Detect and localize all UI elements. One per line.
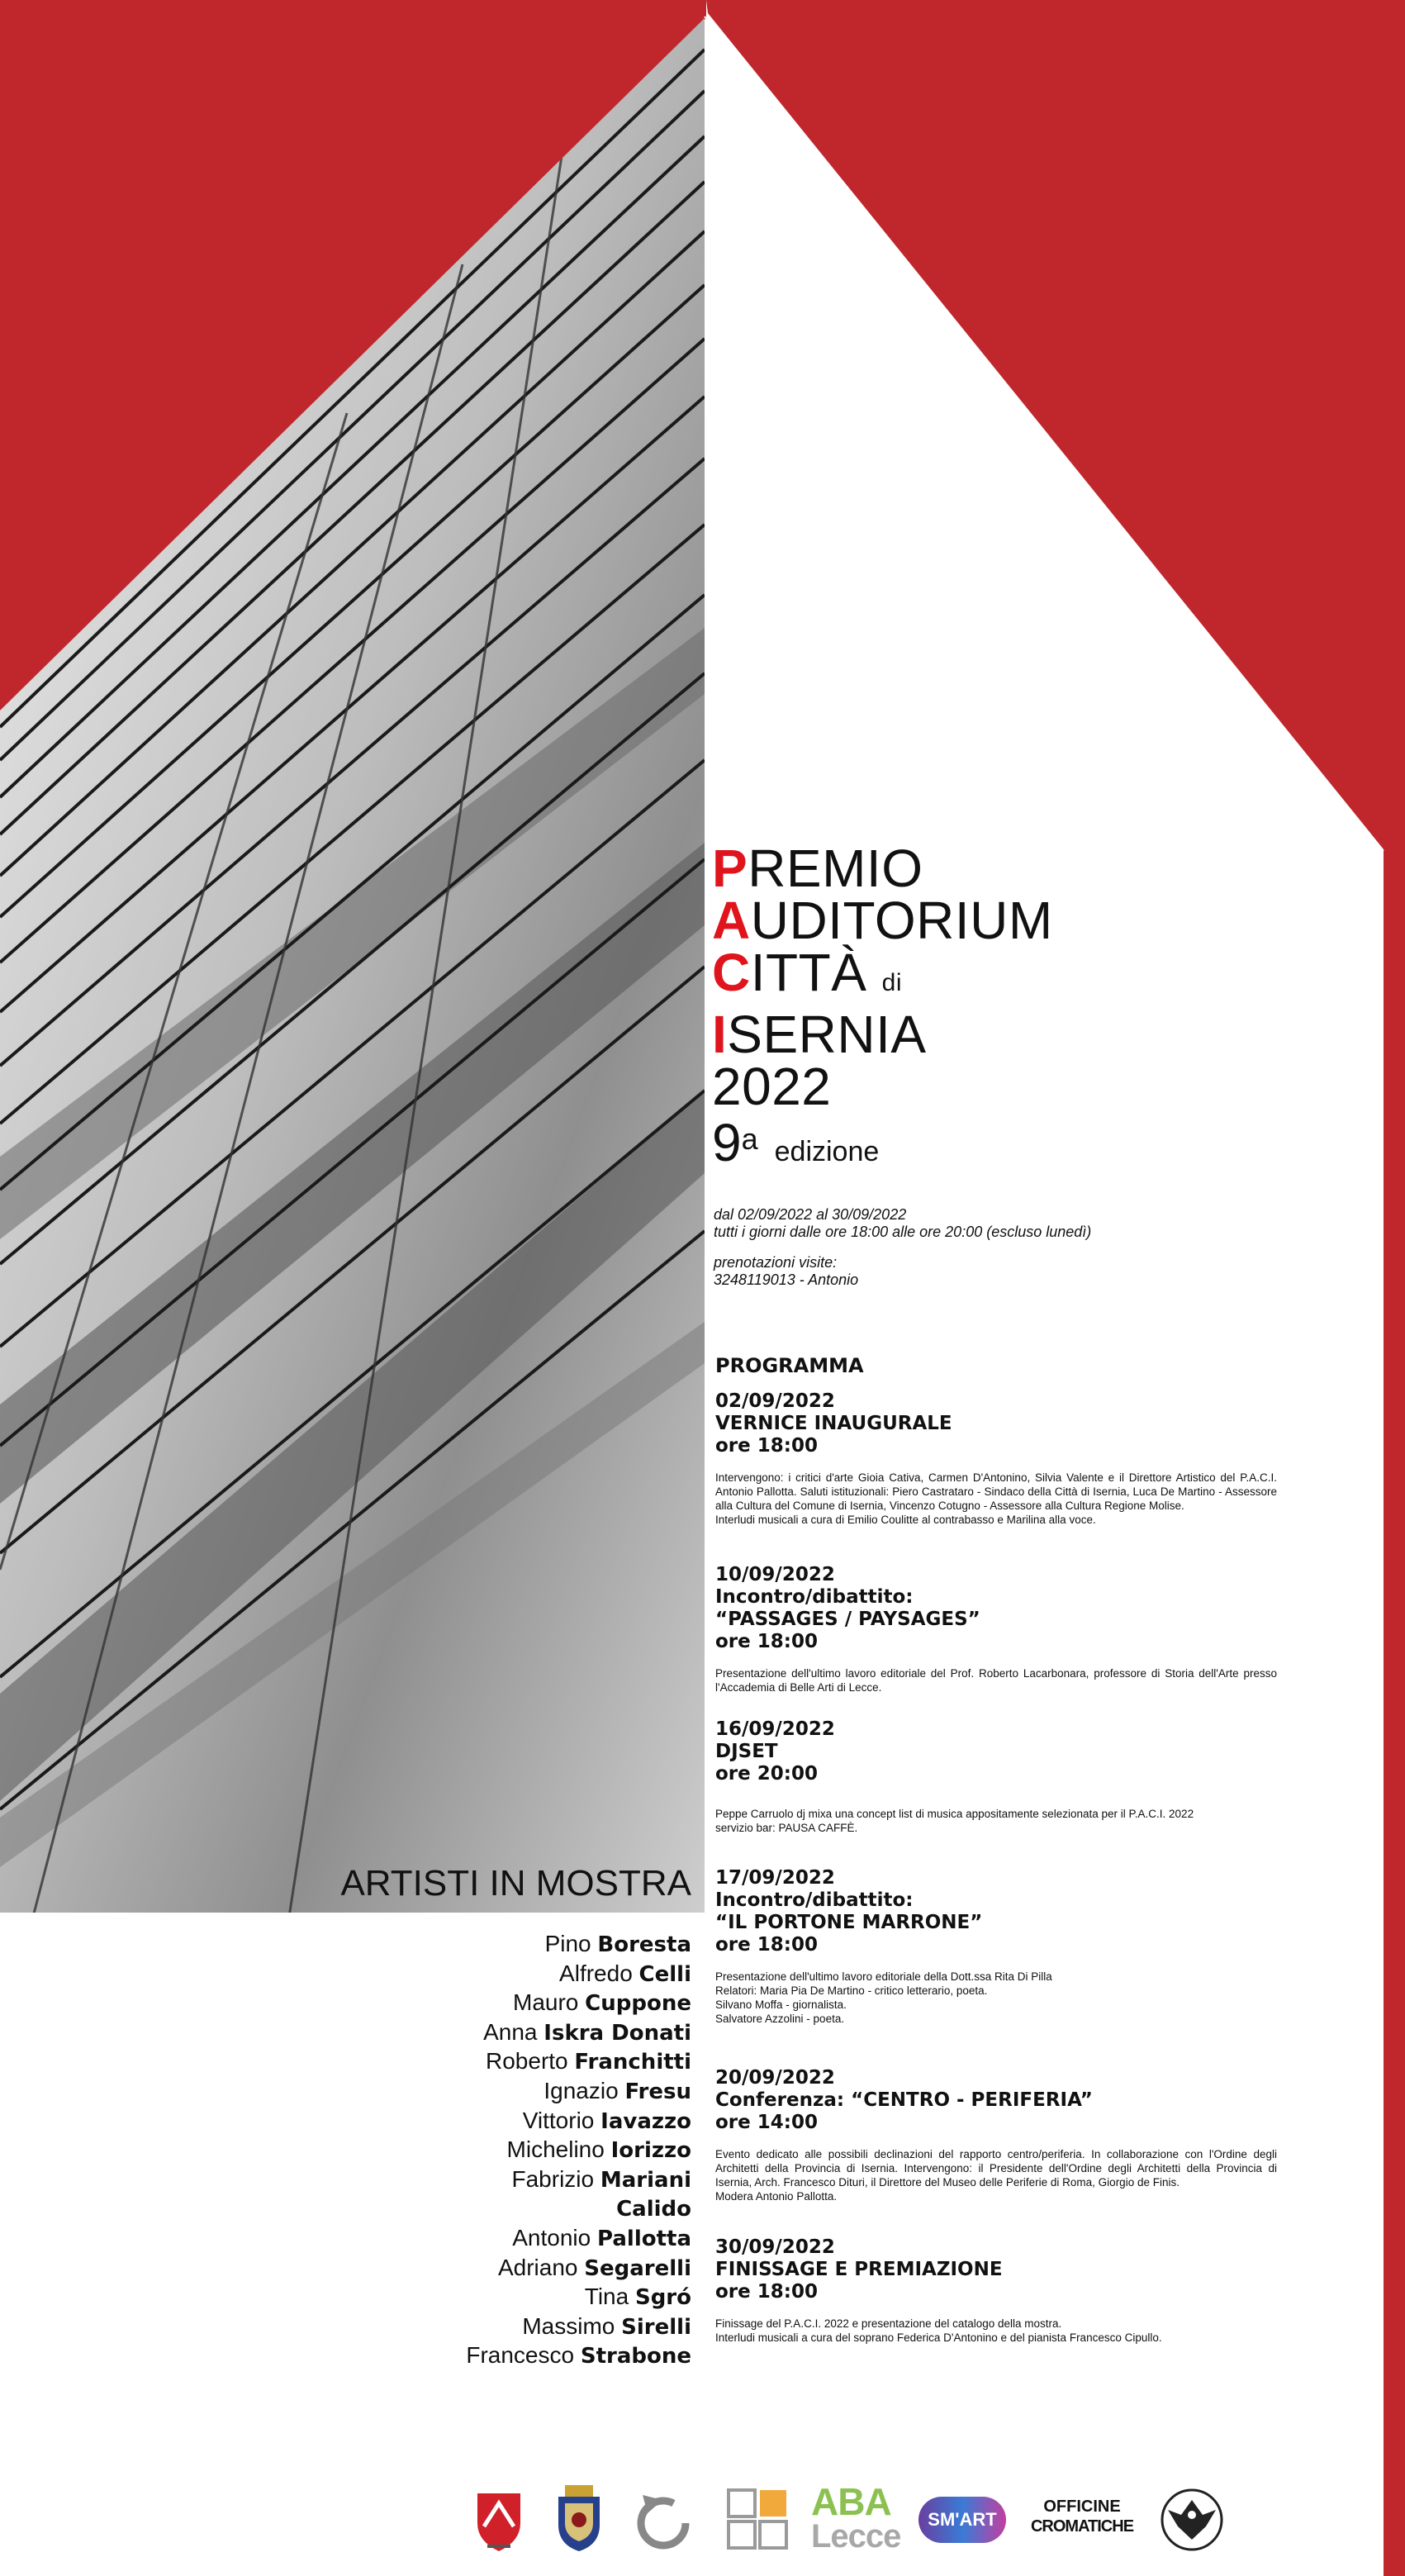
artist-name: Antonio Pallotta	[512, 2224, 691, 2251]
title-line-citta: CITTÀ di	[712, 943, 903, 1002]
artist-name: Tina Sgró	[584, 2284, 691, 2311]
artist-name: Mauro Cuppone	[513, 1989, 691, 2017]
artist-name: Adriano Segarelli	[497, 2254, 691, 2281]
artist-name: Anna Iskra Donati	[483, 2018, 691, 2046]
event-1-time: ore 18:00	[715, 1435, 818, 1457]
event-4-desc: Presentazione dell'ultimo lavoro editoriale della Dott.ssa Rita Di Pilla	[715, 1970, 1052, 1983]
officine-cromatiche-logo: OFFICINE CROMATICHE	[1030, 2498, 1134, 2536]
artist-name: Calido	[616, 2197, 691, 2222]
event-1-desc: Intervengono: i critici d'arte Gioia Cativa, Carmen D'Antonino, Silvia Valente e il Direttore Artistico del P.A.C.I. Antonio Pallotta. Saluti istituzionali: Piero Castrataro - Sindaco della Città di Isernia, Luca De Martino - Assessore alla Cultura del Comune di Isernia, Vincenzo Cotugno - Assessore alla Cultura Regione Molise.	[715, 1471, 1277, 1512]
title-block	[712, 839, 1053, 1181]
event-5-moderator: Modera Antonio Pallotta.	[715, 2190, 838, 2203]
event-6-title: FINISSAGE E PREMIAZIONE	[715, 2259, 1003, 2280]
artist-name: Roberto Franchitti	[486, 2048, 691, 2075]
event-2-date: 10/09/2022	[715, 1564, 835, 1585]
event-6-time: ore 18:00	[715, 2281, 818, 2303]
event-2-type: Incontro/dibattito:	[715, 1586, 914, 1608]
artist-name: Alfredo Celli	[559, 1960, 691, 1987]
title-year: 2022	[712, 1057, 832, 1116]
booking-label: prenotazioni visite:	[714, 1254, 838, 1271]
artists-list	[466, 1930, 691, 2371]
edition: 9$^a$ edizione	[712, 1113, 880, 1172]
event-1-title: VERNICE INAUGURALE	[715, 1413, 952, 1434]
event-5-date: 20/09/2022	[715, 2067, 835, 2089]
comune-isernia-crest	[553, 2482, 605, 2555]
event-4-speaker-1: Relatori: Maria Pia De Martino - critico letterario, poeta.	[715, 1984, 988, 1997]
booking-contact: 3248119013 - Antonio	[714, 1271, 859, 1288]
artists-heading: ARTISTI IN MOSTRA	[340, 1863, 691, 1903]
event-2	[715, 1564, 1285, 1694]
event-2-time: ore 18:00	[715, 1631, 818, 1652]
event-3-date: 16/09/2022	[715, 1718, 835, 1740]
artist-name: Vittorio Iavazzo	[522, 2107, 691, 2134]
opening-hours: tutti i giorni dalle ore 18:00 alle ore 20:00 (escluso lunedì)	[714, 1224, 1092, 1240]
smart-logo: SM'ART	[918, 2497, 1006, 2543]
circular-arrow-logo	[633, 2488, 694, 2555]
program-heading: PROGRAMMA	[715, 1354, 864, 1377]
event-4-speaker-3: Salvatore Azzolini - poeta.	[715, 2013, 845, 2025]
squares-logo	[725, 2487, 790, 2553]
artist-name: Fabrizio Mariani	[511, 2165, 691, 2193]
event-3-title: DJSET	[715, 1741, 778, 1762]
regione-molise-logo	[474, 2490, 524, 2555]
event-2-title: “PASSAGES / PAYSAGES”	[715, 1609, 980, 1630]
title-line-premio: PREMIO	[712, 839, 923, 898]
event-3-desc: Peppe Carruolo dj mixa una concept list di musica appositamente selezionata per il P.A.C.I. 2022	[715, 1808, 1194, 1820]
artist-name: Francesco Strabone	[466, 2342, 691, 2369]
event-3-bar: servizio bar: PAUSA CAFFÈ.	[715, 1822, 858, 1834]
event-5-title: Conferenza: “CENTRO - PERIFERIA”	[715, 2089, 1093, 2111]
event-4-title: “IL PORTONE MARRONE”	[715, 1912, 983, 1933]
event-3-time: ore 20:00	[715, 1763, 818, 1785]
event-1	[715, 1390, 1285, 1527]
event-1-date: 02/09/2022	[715, 1390, 835, 1412]
artist-name: Ignazio Fresu	[543, 2077, 691, 2104]
event-6-music: Interludi musicali a cura del soprano Federica D'Antonino e del pianista Francesco Cipullo.	[715, 2331, 1162, 2344]
event-5	[715, 2067, 1285, 2203]
event-1-music: Interludi musicali a cura di Emilio Coulitte al contrabasso e Marilina alla voce.	[715, 1514, 1096, 1526]
event-4	[715, 1867, 1285, 2026]
artist-name: Pino Boresta	[544, 1931, 691, 1957]
phoenix-emblem-logo	[1156, 2482, 1227, 2556]
event-6-desc: Finissage del P.A.C.I. 2022 e presentazione del catalogo della mostra.	[715, 2317, 1062, 2330]
date-range: dal 02/09/2022 al 30/09/2022	[714, 1206, 907, 1223]
event-4-time: ore 18:00	[715, 1934, 818, 1956]
event-2-desc: Presentazione dell'ultimo lavoro editoriale del Prof. Roberto Lacarbonara, professore di Storia dell'Arte presso l'Accademia di Belle Arti di Lecce.	[715, 1667, 1277, 1694]
event-5-desc: Evento dedicato alle possibili declinazioni del rapporto centro/periferia. In collaborazione con l'Ordine degli Architetti della Provincia di Isernia. Intervengono: il Presidente dell'Ordine degli Architetti della Provincia di Isernia, Arch. Francesco Dituri, il Direttore del Museo delle Periferie di Roma, Giorgio de Finis.	[715, 2148, 1277, 2189]
event-4-date: 17/09/2022	[715, 1867, 835, 1889]
event-6	[715, 2236, 1285, 2345]
title-line-auditorium: AUDITORIUM	[712, 891, 1053, 950]
booking-info	[714, 1254, 858, 1289]
sponsor-logos	[463, 2479, 1289, 2561]
event-4-type: Incontro/dibattito:	[715, 1889, 914, 1911]
event-4-speaker-2: Silvano Moffa - giornalista.	[715, 1999, 847, 2011]
event-3	[715, 1718, 1285, 1835]
event-6-date: 30/09/2022	[715, 2236, 835, 2258]
artist-name: Michelino Iorizzo	[506, 2136, 691, 2164]
artist-name: Massimo Sirelli	[522, 2312, 691, 2340]
aba-lecce-logo: ABA Lecce	[811, 2480, 901, 2555]
title-line-isernia: ISERNIA	[712, 1005, 927, 1064]
dates-info	[714, 1206, 1091, 1241]
event-5-time: ore 14:00	[715, 2112, 818, 2133]
